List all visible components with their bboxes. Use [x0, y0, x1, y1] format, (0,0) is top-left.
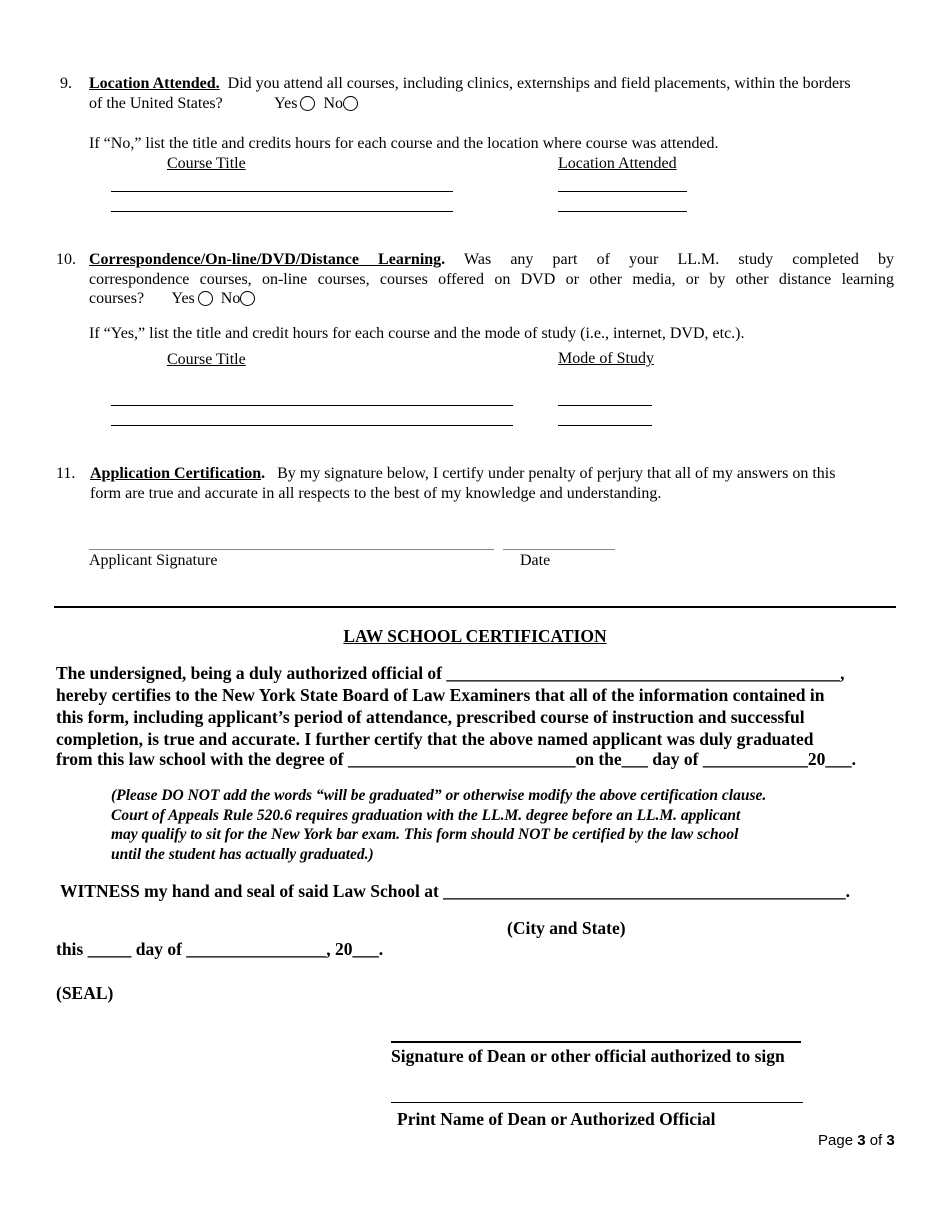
city-state-label: (City and State) — [507, 918, 626, 938]
note-line-4: until the student has actually graduated.) — [111, 846, 374, 863]
note-line-3: may qualify to sit for the New York bar exam. This form should NOT be certified by the law school — [111, 826, 739, 843]
q10-text-line3: courses? — [89, 290, 145, 307]
print-name-label: Print Name of Dean or Authorized Official — [397, 1109, 716, 1129]
q9-line1 — [89, 74, 851, 94]
q9-location-line-2[interactable] — [558, 211, 687, 212]
q10-col-course-title: Course Title — [167, 351, 246, 368]
q9-course-title-line-2[interactable] — [111, 211, 453, 212]
page-total: 3 — [886, 1132, 895, 1149]
q10-number: 10. — [56, 251, 76, 268]
q9-no-radio[interactable] — [343, 96, 358, 111]
q11-heading-wrap — [90, 465, 265, 482]
q10-course-title-line-2[interactable] — [111, 425, 513, 426]
q10-heading-wrap — [89, 251, 445, 268]
q10-no-label: No — [220, 290, 241, 307]
q9-line2 — [89, 94, 358, 114]
q10-line3 — [89, 289, 255, 309]
q10-course-title-line-1[interactable] — [111, 405, 513, 406]
q10-text-line2: correspondence courses, on-line courses, courses offered on DVD or other media, or by other distance learning — [89, 271, 894, 288]
applicant-signature-label: Applicant Signature — [89, 552, 218, 569]
q9-heading: Location Attended. — [89, 75, 220, 92]
q10-yes-label: Yes — [171, 290, 195, 307]
q10-mode-line-1[interactable] — [558, 405, 652, 406]
applicant-signature-line[interactable] — [89, 549, 494, 550]
q9-location-line-1[interactable] — [558, 191, 687, 192]
q9-no-label: No — [323, 95, 343, 112]
q9-text-line2: of the United States? — [89, 95, 223, 112]
q11-heading-period: . — [261, 465, 266, 482]
page-of: of — [865, 1132, 887, 1149]
page-current: 3 — [857, 1132, 866, 1149]
seal-label: (SEAL) — [56, 983, 114, 1003]
page-number — [818, 1132, 895, 1149]
note-line-1: (Please DO NOT add the words “will be graduated” or otherwise modify the above certification clause. — [111, 787, 767, 804]
q10-mode-line-2[interactable] — [558, 425, 652, 426]
dean-signature-label: Signature of Dean or other official authorized to sign — [391, 1046, 785, 1066]
page-prefix: Page — [818, 1132, 858, 1149]
q9-text-line1: Did you attend all courses, including clinics, externships and field placements, within the borders — [227, 75, 851, 92]
q9-number: 9. — [60, 75, 72, 92]
law-school-certification-title: LAW SCHOOL CERTIFICATION — [343, 626, 607, 646]
dean-signature-line[interactable] — [391, 1041, 801, 1043]
q10-col-mode-of-study: Mode of Study — [558, 350, 654, 367]
q9-yes-radio[interactable] — [300, 96, 315, 111]
q11-number: 11. — [56, 465, 76, 482]
certification-line-2: hereby certifies to the New York State Board of Law Examiners that all of the information contained in — [56, 685, 825, 705]
q10-instruction: If “Yes,” list the title and credit hours for each course and the mode of study (i.e., internet, DVD, etc.). — [89, 325, 745, 342]
q10-line1 — [89, 250, 894, 270]
q9-course-title-line-1[interactable] — [111, 191, 453, 192]
q11-heading: Application Certification — [90, 465, 262, 482]
certification-line-1: The undersigned, being a duly authorized official of _____________________________________________, — [56, 663, 845, 683]
q11-text-line2: form are true and accurate in all respects to the best of my knowledge and understanding. — [90, 485, 662, 502]
q10-heading-period: . — [441, 251, 446, 268]
q11-text-line1: By my signature below, I certify under penalty of perjury that all of my answers on this — [277, 465, 836, 482]
certification-line-4: completion, is true and accurate. I further certify that the above named applicant was duly graduated — [56, 729, 814, 749]
q11-line1 — [90, 464, 835, 484]
applicant-date-label: Date — [520, 552, 551, 569]
applicant-date-line[interactable] — [503, 549, 615, 550]
certification-line-5: from this law school with the degree of __________________________on the___ day of ____________20___. — [56, 749, 856, 769]
print-name-line[interactable] — [391, 1102, 803, 1103]
section-divider — [54, 606, 896, 608]
q9-instruction: If “No,” list the title and credits hours for each course and the location where course was attended. — [89, 135, 719, 152]
certification-line-3: this form, including applicant’s period of attendance, prescribed course of instruction and successful — [56, 707, 805, 727]
witness-line: WITNESS my hand and seal of said Law School at ______________________________________________. — [60, 881, 851, 901]
q10-text-line1: Was any part of your LL.M. study completed by — [464, 251, 894, 268]
q10-heading: Correspondence/On-line/DVD/Distance Learning — [89, 251, 442, 268]
this-day-line: this _____ day of ________________, 20___. — [56, 939, 384, 959]
note-line-2: Court of Appeals Rule 520.6 requires graduation with the LL.M. degree before an LL.M. applicant — [111, 807, 741, 824]
q10-no-radio[interactable] — [240, 291, 255, 306]
q9-col-course-title: Course Title — [167, 155, 246, 172]
q9-col-location-attended: Location Attended — [558, 155, 677, 172]
q10-yes-radio[interactable] — [198, 291, 213, 306]
q9-yes-label: Yes — [274, 95, 298, 112]
